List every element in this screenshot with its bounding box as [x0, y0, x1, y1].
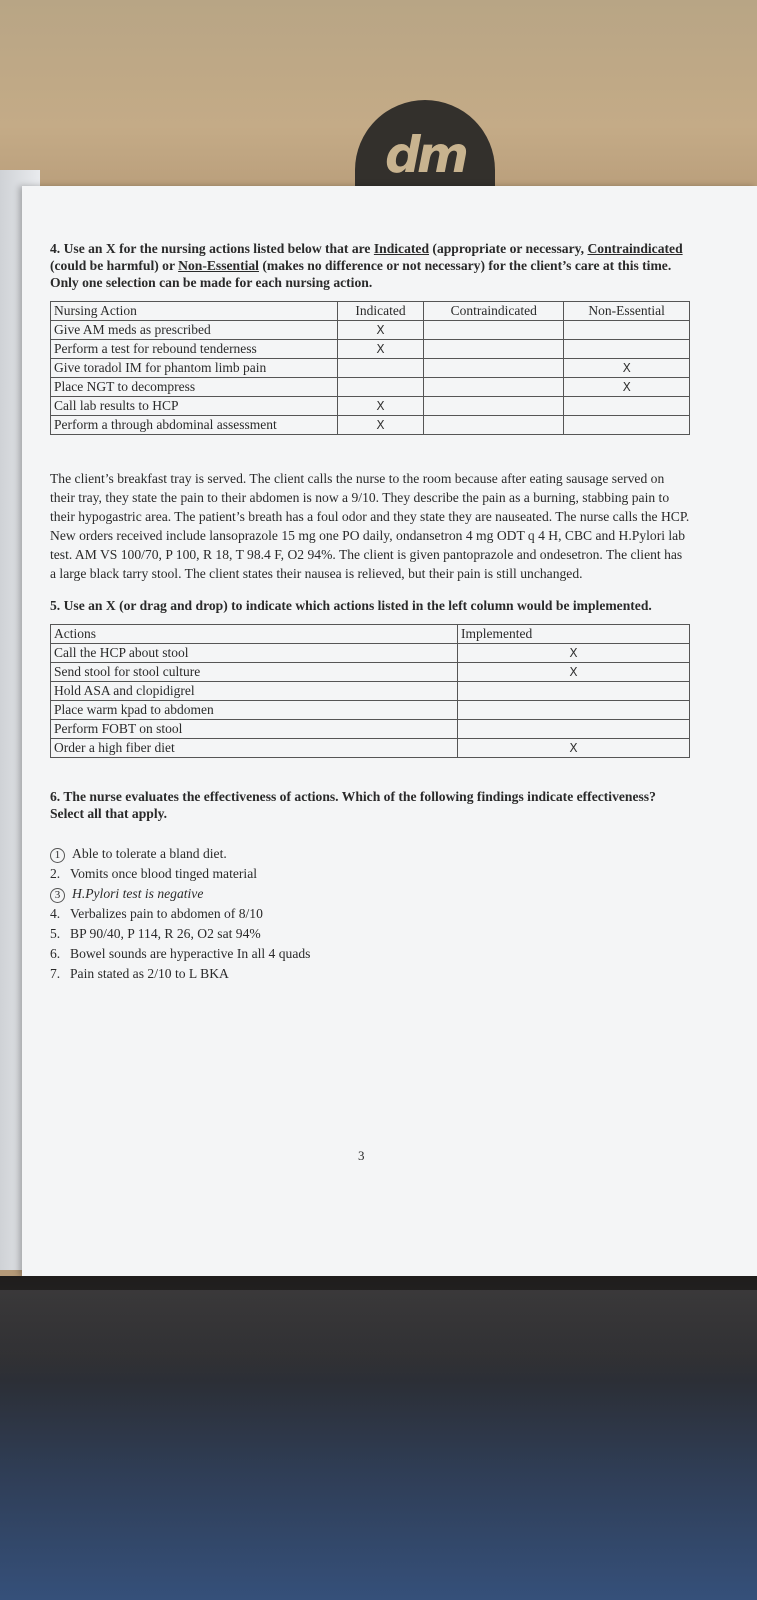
implemented-cell[interactable]: X: [458, 644, 690, 663]
option-number: 3: [50, 888, 65, 903]
header-indicated: Indicated: [338, 302, 424, 321]
implemented-cell[interactable]: X: [458, 739, 690, 758]
indicated-cell[interactable]: [338, 378, 424, 397]
option-number: 7.: [50, 966, 61, 981]
action-cell: Perform a test for rebound tenderness: [51, 340, 338, 359]
option-text: Vomits once blood tinged material: [70, 866, 258, 881]
option-number: 4.: [50, 906, 61, 921]
contraindicated-cell[interactable]: [424, 321, 564, 340]
question-6-options: [50, 844, 690, 984]
implemented-cell[interactable]: X: [458, 663, 690, 682]
q4-indicated-term: Indicated: [373, 241, 430, 256]
option-text: Bowel sounds are hyperactive In all 4 quads: [70, 946, 311, 961]
option-number: 6.: [50, 946, 61, 961]
non-essential-cell[interactable]: [564, 321, 690, 340]
option-number: 2.: [50, 866, 61, 881]
option-item[interactable]: [50, 904, 690, 924]
table-row: [51, 663, 690, 682]
action-cell: Hold ASA and clopidigrel: [51, 682, 458, 701]
action-cell: Place warm kpad to abdomen: [51, 701, 458, 720]
table-header-row: [51, 302, 690, 321]
option-item[interactable]: [50, 964, 690, 984]
indicated-cell[interactable]: X: [338, 340, 424, 359]
q4-part4: (makes no difference or not necessary) for the client’s care at this time. Only one selection can be made for each nursing action.: [50, 258, 672, 290]
indicated-cell[interactable]: X: [338, 397, 424, 416]
option-item[interactable]: [50, 844, 690, 864]
non-essential-cell[interactable]: X: [564, 359, 690, 378]
table-row: [51, 321, 690, 340]
option-text: Able to tolerate a bland diet.: [72, 846, 227, 861]
scenario-text: The client’s breakfast tray is served. The client calls the nurse to the room because after eating sausage served on their tray, they state the pain to their abdomen is now a 9/10. They describe the pain as a burning, stabbing pain to their hypogastric area. The patient’s breath has a foul odor and they state they are nauseated. The nurse calls the HCP. New orders received include lansoprazole 15 mg one PO daily, ondansetron 4 mg ODT q 4 H, CBC and H.Pylori lab test. AM VS 100/70, P 100, R 18, T 98.4 F, O2 94%. The client is given pantoprazole and ondesetron. The client has a large black tarry stool. The client states their nausea is relieved, but their pain is still unchanged.: [50, 471, 690, 581]
table-row: [51, 378, 690, 397]
option-text: Pain stated as 2/10 to L BKA: [70, 966, 229, 981]
header-contraindicated: Contraindicated: [424, 302, 564, 321]
option-item[interactable]: [50, 944, 690, 964]
table-row: [51, 397, 690, 416]
action-cell: Give toradol IM for phantom limb pain: [51, 359, 338, 378]
indicated-cell[interactable]: [338, 359, 424, 378]
option-item[interactable]: [50, 884, 690, 904]
contraindicated-cell[interactable]: [424, 397, 564, 416]
implemented-cell[interactable]: [458, 720, 690, 739]
table-header-row: [51, 625, 690, 644]
action-cell: Call the HCP about stool: [51, 644, 458, 663]
contraindicated-cell[interactable]: [424, 416, 564, 435]
q4-non-essential-term: Non-Essential: [178, 258, 259, 273]
q4-contraindicated-term: Contraindicated: [587, 241, 683, 256]
question-4-prompt: [50, 240, 690, 291]
table-row: [51, 739, 690, 758]
action-cell: Give AM meds as prescribed: [51, 321, 338, 340]
contraindicated-cell[interactable]: [424, 359, 564, 378]
non-essential-cell[interactable]: [564, 416, 690, 435]
table-row: [51, 644, 690, 663]
table-row: [51, 416, 690, 435]
table-row: [51, 340, 690, 359]
action-cell: Send stool for stool culture: [51, 663, 458, 682]
table-row: [51, 701, 690, 720]
contraindicated-cell[interactable]: [424, 340, 564, 359]
non-essential-cell[interactable]: [564, 397, 690, 416]
q4-part3: (could be harmful) or: [50, 258, 179, 273]
page-number: 3: [358, 1148, 365, 1163]
option-item[interactable]: [50, 924, 690, 944]
action-cell: Perform a through abdominal assessment: [51, 416, 338, 435]
action-cell: Order a high fiber diet: [51, 739, 458, 758]
contraindicated-cell[interactable]: [424, 378, 564, 397]
question-5-table: [50, 624, 690, 758]
question-6-prompt: 6. The nurse evaluates the effectiveness of actions. Which of the following findings indicate effectiveness? Select all that apply.: [50, 789, 656, 821]
indicated-cell[interactable]: X: [338, 321, 424, 340]
implemented-cell[interactable]: [458, 701, 690, 720]
worksheet-content: [50, 240, 690, 984]
question-5-prompt: 5. Use an X (or drag and drop) to indicate which actions listed in the left column would be implemented.: [50, 598, 652, 613]
scenario-paragraph: [50, 469, 690, 583]
action-cell: Call lab results to HCP: [51, 397, 338, 416]
option-text: Verbalizes pain to abdomen of 8/10: [70, 906, 263, 921]
table-row: [51, 720, 690, 739]
header-nursing-action: Nursing Action: [51, 302, 338, 321]
q4-prefix: 4. Use an X for the nursing actions listed below that are: [50, 241, 374, 256]
option-text: BP 90/40, P 114, R 26, O2 sat 94%: [70, 926, 261, 941]
non-essential-cell[interactable]: [564, 340, 690, 359]
action-cell: Perform FOBT on stool: [51, 720, 458, 739]
plastic-sheet: [0, 1290, 757, 1380]
action-cell: Place NGT to decompress: [51, 378, 338, 397]
option-number: 1: [50, 848, 65, 863]
option-item[interactable]: [50, 864, 690, 884]
header-non-essential: Non-Essential: [564, 302, 690, 321]
implemented-cell[interactable]: [458, 682, 690, 701]
q4-part2: (appropriate or necessary,: [429, 241, 588, 256]
header-implemented: Implemented: [458, 625, 690, 644]
non-essential-cell[interactable]: X: [564, 378, 690, 397]
question-4-table: [50, 301, 690, 435]
indicated-cell[interactable]: X: [338, 416, 424, 435]
option-number: 5.: [50, 926, 61, 941]
header-actions: Actions: [51, 625, 458, 644]
table-row: [51, 682, 690, 701]
table-row: [51, 359, 690, 378]
option-text: H.Pylori test is negative: [72, 886, 204, 901]
logo: dm: [355, 100, 495, 200]
